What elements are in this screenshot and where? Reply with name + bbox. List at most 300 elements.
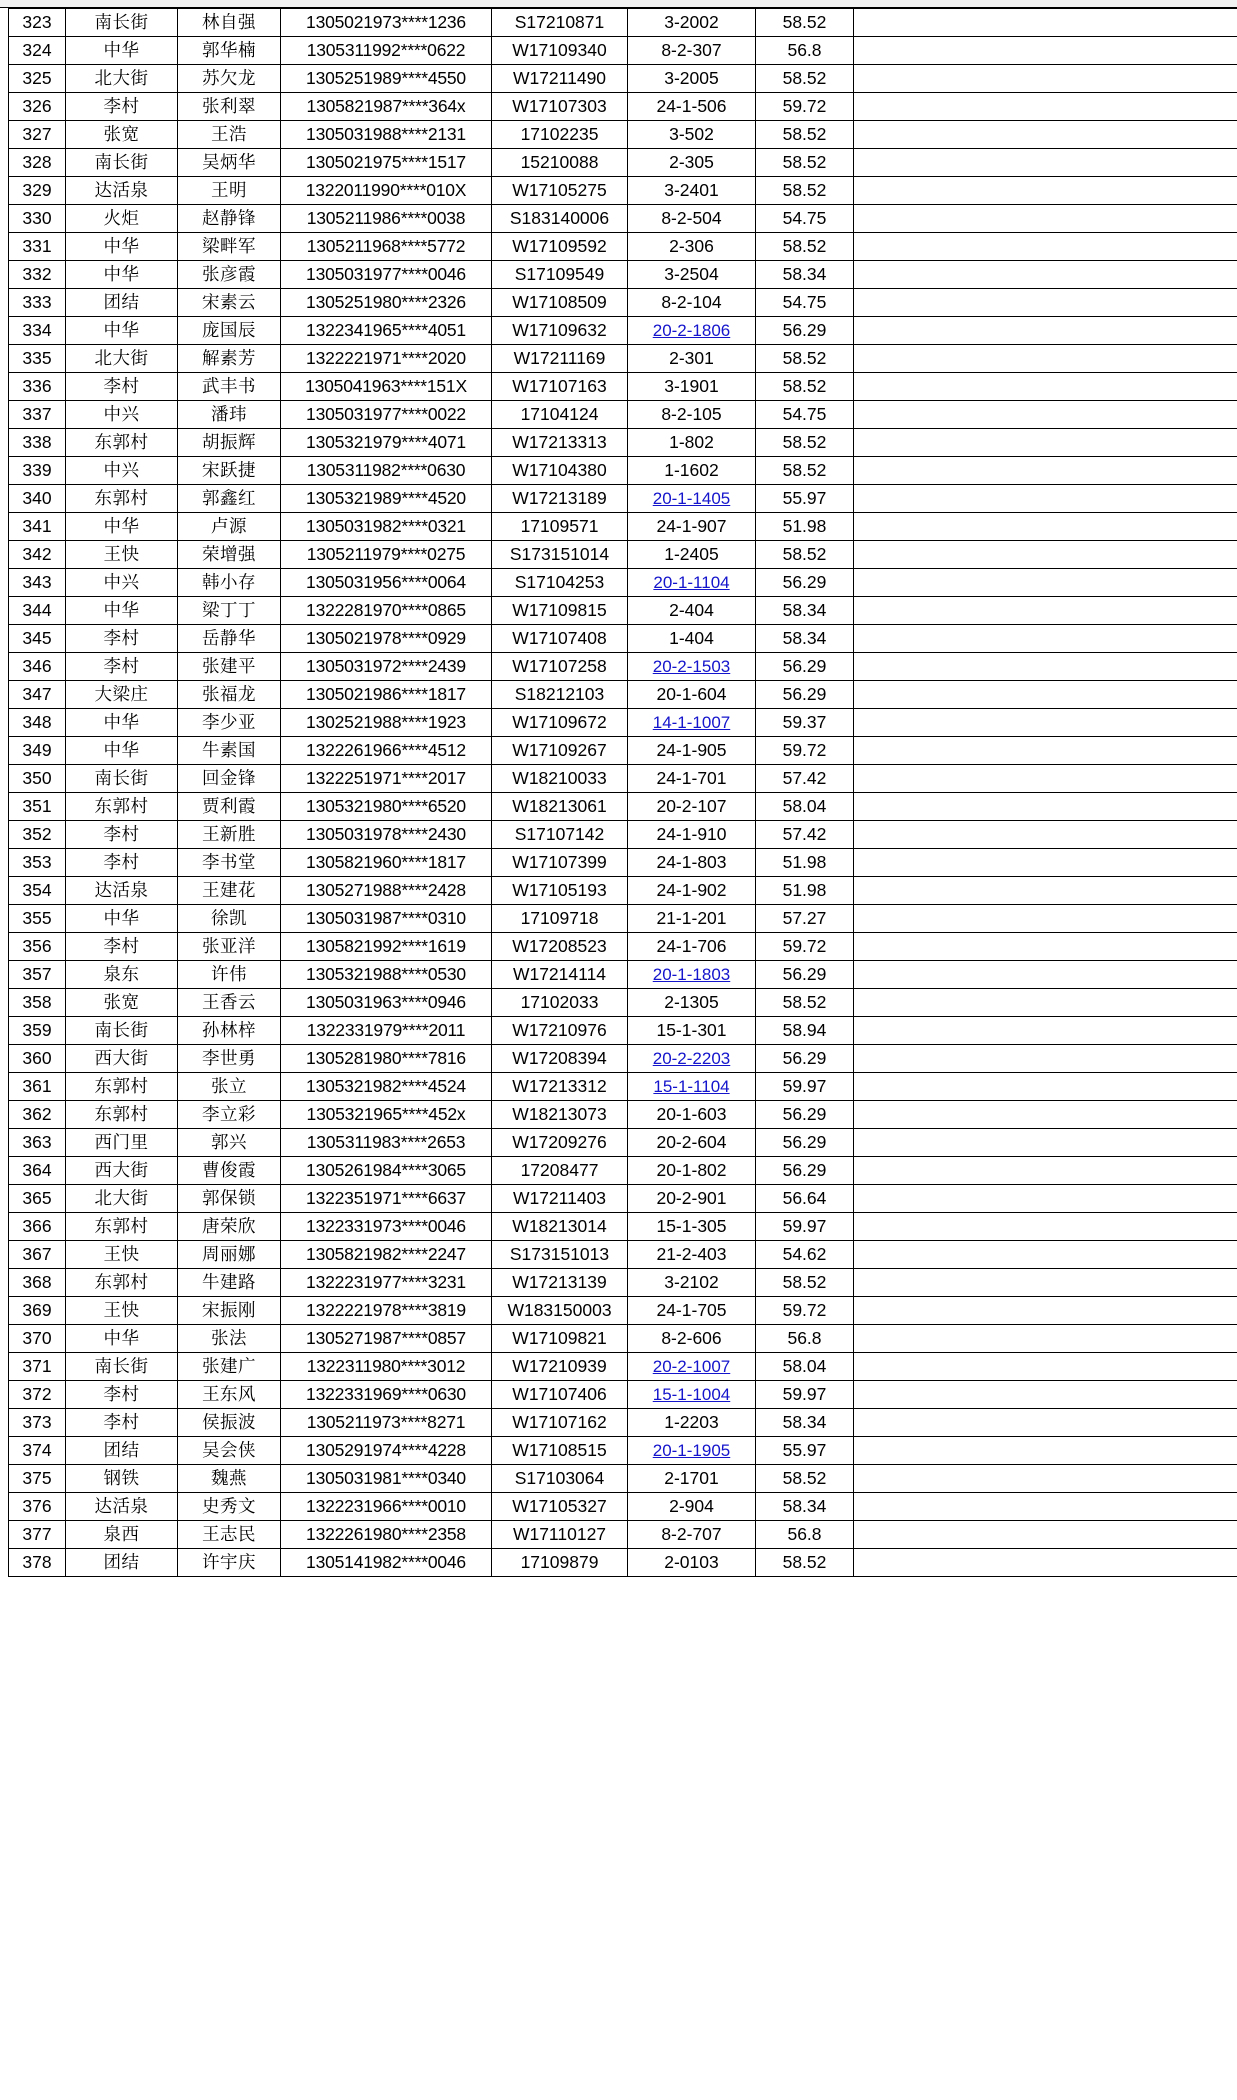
room-number-link[interactable]: 20-2-1503: [652, 657, 731, 676]
table-row: [9, 849, 1237, 877]
table-row: [9, 205, 1237, 233]
empty-trailing-cell: [854, 373, 1237, 401]
resident-name-cell: 王建花: [178, 877, 281, 905]
row-index-cell: 361: [9, 1073, 66, 1101]
room-number-cell: 24-1-706: [628, 933, 756, 961]
empty-trailing-cell: [854, 541, 1237, 569]
district-cell: 北大街: [66, 65, 178, 93]
empty-trailing-cell: [854, 9, 1237, 37]
table-row: [9, 793, 1237, 821]
room-number-cell[interactable]: [628, 1381, 756, 1409]
certificate-number-cell: W17211403: [492, 1185, 628, 1213]
row-index-cell: 346: [9, 653, 66, 681]
row-index-cell: 366: [9, 1213, 66, 1241]
resident-name-cell: 李立彩: [178, 1101, 281, 1129]
id-number-cell: 1322341965****4051: [281, 317, 492, 345]
resident-name-cell: 林自强: [178, 9, 281, 37]
area-size-cell: 56.8: [756, 1521, 854, 1549]
district-cell: 团结: [66, 1549, 178, 1577]
table-row: [9, 1437, 1237, 1465]
area-size-cell: 58.52: [756, 541, 854, 569]
row-index-cell: 371: [9, 1353, 66, 1381]
certificate-number-cell: W18213073: [492, 1101, 628, 1129]
id-number-cell: 1322221971****2020: [281, 345, 492, 373]
district-cell: 李村: [66, 93, 178, 121]
area-size-cell: 56.8: [756, 1325, 854, 1353]
row-index-cell: 355: [9, 905, 66, 933]
resident-name-cell: 王明: [178, 177, 281, 205]
resident-name-cell: 王浩: [178, 121, 281, 149]
certificate-number-cell: S17104253: [492, 569, 628, 597]
row-index-cell: 344: [9, 597, 66, 625]
table-row: [9, 457, 1237, 485]
empty-trailing-cell: [854, 597, 1237, 625]
area-size-cell: 57.42: [756, 765, 854, 793]
table-row: [9, 1325, 1237, 1353]
row-index-cell: 352: [9, 821, 66, 849]
table-row: [9, 821, 1237, 849]
row-index-cell: 358: [9, 989, 66, 1017]
resident-name-cell: 郭保锁: [178, 1185, 281, 1213]
area-size-cell: 56.29: [756, 653, 854, 681]
row-index-cell: 323: [9, 9, 66, 37]
empty-trailing-cell: [854, 1493, 1237, 1521]
id-number-cell: 1322331969****0630: [281, 1381, 492, 1409]
empty-trailing-cell: [854, 1157, 1237, 1185]
certificate-number-cell: W17109340: [492, 37, 628, 65]
room-number-cell: 3-1901: [628, 373, 756, 401]
row-index-cell: 351: [9, 793, 66, 821]
empty-trailing-cell: [854, 1465, 1237, 1493]
district-cell: 李村: [66, 933, 178, 961]
district-cell: 东郭村: [66, 793, 178, 821]
id-number-cell: 1305141982****0046: [281, 1549, 492, 1577]
room-number-cell: 2-301: [628, 345, 756, 373]
empty-trailing-cell: [854, 1241, 1237, 1269]
room-number-link[interactable]: 14-1-1007: [652, 713, 731, 732]
table-row: [9, 233, 1237, 261]
district-cell: 团结: [66, 289, 178, 317]
table-row: [9, 1073, 1237, 1101]
room-number-link[interactable]: 20-1-1905: [652, 1441, 731, 1460]
row-index-cell: 329: [9, 177, 66, 205]
row-index-cell: 325: [9, 65, 66, 93]
empty-trailing-cell: [854, 849, 1237, 877]
room-number-cell: 24-1-907: [628, 513, 756, 541]
room-number-cell: 15-1-301: [628, 1017, 756, 1045]
area-size-cell: 59.72: [756, 93, 854, 121]
area-size-cell: 54.75: [756, 289, 854, 317]
row-index-cell: 336: [9, 373, 66, 401]
district-cell: 张宽: [66, 989, 178, 1017]
empty-trailing-cell: [854, 457, 1237, 485]
room-number-cell: 24-1-803: [628, 849, 756, 877]
room-number-cell: 8-2-307: [628, 37, 756, 65]
id-number-cell: 1305031963****0946: [281, 989, 492, 1017]
table-row: [9, 1101, 1237, 1129]
room-number-cell: 20-1-604: [628, 681, 756, 709]
room-number-link[interactable]: 20-1-1803: [652, 965, 731, 984]
area-size-cell: 55.97: [756, 485, 854, 513]
room-number-cell: 8-2-606: [628, 1325, 756, 1353]
district-cell: 中华: [66, 37, 178, 65]
certificate-number-cell: W17109267: [492, 737, 628, 765]
row-index-cell: 374: [9, 1437, 66, 1465]
district-cell: 北大街: [66, 345, 178, 373]
area-size-cell: 59.97: [756, 1213, 854, 1241]
table-row: [9, 541, 1237, 569]
area-size-cell: 56.29: [756, 961, 854, 989]
certificate-number-cell: 17102033: [492, 989, 628, 1017]
certificate-number-cell: W17109592: [492, 233, 628, 261]
empty-trailing-cell: [854, 681, 1237, 709]
table-row: [9, 1185, 1237, 1213]
resident-name-cell: 郭兴: [178, 1129, 281, 1157]
table-row: [9, 9, 1237, 37]
resident-name-cell: 孙林梓: [178, 1017, 281, 1045]
room-number-link[interactable]: 20-2-2203: [652, 1049, 731, 1068]
id-number-cell: 1305031977****0022: [281, 401, 492, 429]
table-row: [9, 1269, 1237, 1297]
id-number-cell: 1305311982****0630: [281, 457, 492, 485]
row-index-cell: 334: [9, 317, 66, 345]
id-number-cell: 1322251971****2017: [281, 765, 492, 793]
room-number-cell[interactable]: [628, 961, 756, 989]
row-index-cell: 350: [9, 765, 66, 793]
table-row: [9, 1241, 1237, 1269]
certificate-number-cell: W183150003: [492, 1297, 628, 1325]
empty-trailing-cell: [854, 793, 1237, 821]
resident-name-cell: 卢源: [178, 513, 281, 541]
id-number-cell: 1322261980****2358: [281, 1521, 492, 1549]
district-cell: 西大街: [66, 1157, 178, 1185]
room-number-link[interactable]: 20-1-1104: [653, 573, 730, 592]
empty-trailing-cell: [854, 905, 1237, 933]
area-size-cell: 56.29: [756, 1157, 854, 1185]
district-cell: 中兴: [66, 569, 178, 597]
certificate-number-cell: W17107162: [492, 1409, 628, 1437]
table-row: [9, 765, 1237, 793]
id-number-cell: 1305211968****5772: [281, 233, 492, 261]
empty-trailing-cell: [854, 289, 1237, 317]
resident-name-cell: 郭鑫红: [178, 485, 281, 513]
district-cell: 中华: [66, 317, 178, 345]
certificate-number-cell: W17109672: [492, 709, 628, 737]
resident-name-cell: 王志民: [178, 1521, 281, 1549]
row-index-cell: 324: [9, 37, 66, 65]
room-number-link[interactable]: 20-2-1806: [652, 321, 731, 340]
district-cell: 东郭村: [66, 485, 178, 513]
room-number-cell: 8-2-504: [628, 205, 756, 233]
table-row: [9, 905, 1237, 933]
resident-name-cell: 苏欠龙: [178, 65, 281, 93]
area-size-cell: 58.04: [756, 1353, 854, 1381]
table-row: [9, 597, 1237, 625]
certificate-number-cell: 17104124: [492, 401, 628, 429]
resident-name-cell: 胡振辉: [178, 429, 281, 457]
id-number-cell: 1305281980****7816: [281, 1045, 492, 1073]
room-number-cell[interactable]: [628, 1437, 756, 1465]
certificate-number-cell: W17105193: [492, 877, 628, 905]
id-number-cell: 1322311980****3012: [281, 1353, 492, 1381]
area-size-cell: 56.29: [756, 569, 854, 597]
district-cell: 南长街: [66, 149, 178, 177]
resident-name-cell: 李世勇: [178, 1045, 281, 1073]
resident-name-cell: 解素芳: [178, 345, 281, 373]
district-cell: 李村: [66, 625, 178, 653]
resident-name-cell: 张建平: [178, 653, 281, 681]
district-cell: 达活泉: [66, 1493, 178, 1521]
empty-trailing-cell: [854, 317, 1237, 345]
table-row: [9, 37, 1237, 65]
room-number-cell: 24-1-905: [628, 737, 756, 765]
room-number-cell: 20-2-901: [628, 1185, 756, 1213]
resident-name-cell: 许宇庆: [178, 1549, 281, 1577]
empty-trailing-cell: [854, 261, 1237, 289]
empty-trailing-cell: [854, 653, 1237, 681]
row-index-cell: 333: [9, 289, 66, 317]
row-index-cell: 338: [9, 429, 66, 457]
empty-trailing-cell: [854, 1101, 1237, 1129]
area-size-cell: 59.97: [756, 1381, 854, 1409]
certificate-number-cell: 17109571: [492, 513, 628, 541]
certificate-number-cell: W17213313: [492, 429, 628, 457]
row-index-cell: 367: [9, 1241, 66, 1269]
resident-name-cell: 王香云: [178, 989, 281, 1017]
resident-name-cell: 史秀文: [178, 1493, 281, 1521]
certificate-number-cell: W17107399: [492, 849, 628, 877]
table-row: [9, 933, 1237, 961]
row-index-cell: 326: [9, 93, 66, 121]
area-size-cell: 58.52: [756, 9, 854, 37]
area-size-cell: 59.72: [756, 933, 854, 961]
district-cell: 李村: [66, 849, 178, 877]
room-number-cell: 21-1-201: [628, 905, 756, 933]
resident-name-cell: 魏燕: [178, 1465, 281, 1493]
id-number-cell: 1305271987****0857: [281, 1325, 492, 1353]
district-cell: 张宽: [66, 121, 178, 149]
resident-name-cell: 许伟: [178, 961, 281, 989]
id-number-cell: 1305021978****0929: [281, 625, 492, 653]
certificate-number-cell: W17108515: [492, 1437, 628, 1465]
district-cell: 李村: [66, 653, 178, 681]
resident-name-cell: 张利翠: [178, 93, 281, 121]
district-cell: 南长街: [66, 9, 178, 37]
resident-name-cell: 韩小存: [178, 569, 281, 597]
row-index-cell: 357: [9, 961, 66, 989]
room-number-cell[interactable]: [628, 1073, 756, 1101]
district-cell: 东郭村: [66, 1213, 178, 1241]
resident-name-cell: 郭华楠: [178, 37, 281, 65]
row-index-cell: 348: [9, 709, 66, 737]
room-number-cell: 24-1-902: [628, 877, 756, 905]
district-cell: 中华: [66, 737, 178, 765]
table-row: [9, 1409, 1237, 1437]
room-number-cell: 2-306: [628, 233, 756, 261]
empty-trailing-cell: [854, 485, 1237, 513]
district-cell: 钢铁: [66, 1465, 178, 1493]
area-size-cell: 58.52: [756, 1549, 854, 1577]
id-number-cell: 1305031988****2131: [281, 121, 492, 149]
row-index-cell: 377: [9, 1521, 66, 1549]
certificate-number-cell: S17210871: [492, 9, 628, 37]
resident-name-cell: 李书堂: [178, 849, 281, 877]
id-number-cell: 1305821992****1619: [281, 933, 492, 961]
room-number-cell: 3-2102: [628, 1269, 756, 1297]
district-cell: 泉东: [66, 961, 178, 989]
empty-trailing-cell: [854, 233, 1237, 261]
table-row: [9, 1017, 1237, 1045]
area-size-cell: 58.34: [756, 1493, 854, 1521]
room-number-cell[interactable]: [628, 653, 756, 681]
id-number-cell: 1305211986****0038: [281, 205, 492, 233]
district-cell: 王快: [66, 1241, 178, 1269]
room-number-cell: 3-2504: [628, 261, 756, 289]
district-cell: 东郭村: [66, 429, 178, 457]
certificate-number-cell: W18210033: [492, 765, 628, 793]
empty-trailing-cell: [854, 961, 1237, 989]
row-index-cell: 342: [9, 541, 66, 569]
resident-name-cell: 荣增强: [178, 541, 281, 569]
room-number-link[interactable]: 20-2-1007: [652, 1357, 731, 1376]
room-number-cell: 1-2203: [628, 1409, 756, 1437]
table-row: [9, 625, 1237, 653]
room-number-cell[interactable]: [628, 709, 756, 737]
table-row: [9, 485, 1237, 513]
room-number-cell: 2-404: [628, 597, 756, 625]
id-number-cell: 1305311992****0622: [281, 37, 492, 65]
certificate-number-cell: W18213061: [492, 793, 628, 821]
row-index-cell: 343: [9, 569, 66, 597]
resident-name-cell: 唐荣欣: [178, 1213, 281, 1241]
id-number-cell: 1322331979****2011: [281, 1017, 492, 1045]
certificate-number-cell: W17104380: [492, 457, 628, 485]
table-row: [9, 1129, 1237, 1157]
room-number-link[interactable]: 15-1-1104: [653, 1077, 730, 1096]
id-number-cell: 1305821987****364x: [281, 93, 492, 121]
empty-trailing-cell: [854, 1297, 1237, 1325]
certificate-number-cell: W17208394: [492, 1045, 628, 1073]
id-number-cell: 1305821982****2247: [281, 1241, 492, 1269]
area-size-cell: 58.52: [756, 233, 854, 261]
resident-name-cell: 宋振刚: [178, 1297, 281, 1325]
empty-trailing-cell: [854, 821, 1237, 849]
id-number-cell: 1302521988****1923: [281, 709, 492, 737]
district-cell: 北大街: [66, 1185, 178, 1213]
resident-name-cell: 侯振波: [178, 1409, 281, 1437]
district-cell: 李村: [66, 821, 178, 849]
room-number-cell[interactable]: [628, 569, 756, 597]
area-size-cell: 58.52: [756, 65, 854, 93]
room-number-link[interactable]: 20-1-1405: [652, 489, 731, 508]
row-index-cell: 368: [9, 1269, 66, 1297]
row-index-cell: 365: [9, 1185, 66, 1213]
room-number-cell[interactable]: [628, 485, 756, 513]
table-row: [9, 65, 1237, 93]
certificate-number-cell: W17107258: [492, 653, 628, 681]
room-number-cell: 3-2401: [628, 177, 756, 205]
row-index-cell: 360: [9, 1045, 66, 1073]
area-size-cell: 55.97: [756, 1437, 854, 1465]
id-number-cell: 1305031977****0046: [281, 261, 492, 289]
empty-trailing-cell: [854, 513, 1237, 541]
id-number-cell: 1305021986****1817: [281, 681, 492, 709]
certificate-number-cell: W17213139: [492, 1269, 628, 1297]
row-index-cell: 369: [9, 1297, 66, 1325]
room-number-cell[interactable]: [628, 317, 756, 345]
table-row: [9, 121, 1237, 149]
resident-name-cell: 张建广: [178, 1353, 281, 1381]
room-number-cell[interactable]: [628, 1353, 756, 1381]
table-row: [9, 289, 1237, 317]
table-row: [9, 681, 1237, 709]
id-number-cell: 1305031972****2439: [281, 653, 492, 681]
certificate-number-cell: W17108509: [492, 289, 628, 317]
row-index-cell: 353: [9, 849, 66, 877]
id-number-cell: 1305041963****151X: [281, 373, 492, 401]
empty-trailing-cell: [854, 205, 1237, 233]
room-number-link[interactable]: 15-1-1004: [652, 1385, 731, 1404]
empty-trailing-cell: [854, 121, 1237, 149]
resident-name-cell: 赵静锋: [178, 205, 281, 233]
row-index-cell: 359: [9, 1017, 66, 1045]
room-number-cell[interactable]: [628, 1045, 756, 1073]
district-cell: 中华: [66, 597, 178, 625]
row-index-cell: 340: [9, 485, 66, 513]
room-number-cell: 20-1-802: [628, 1157, 756, 1185]
row-index-cell: 337: [9, 401, 66, 429]
empty-trailing-cell: [854, 1129, 1237, 1157]
room-number-cell: 24-1-705: [628, 1297, 756, 1325]
empty-trailing-cell: [854, 569, 1237, 597]
certificate-number-cell: W17210976: [492, 1017, 628, 1045]
room-number-cell: 8-2-104: [628, 289, 756, 317]
table-row: [9, 1045, 1237, 1073]
id-number-cell: 1305321988****0530: [281, 961, 492, 989]
empty-trailing-cell: [854, 1269, 1237, 1297]
room-number-cell: 1-802: [628, 429, 756, 457]
area-size-cell: 58.34: [756, 625, 854, 653]
certificate-number-cell: W17213312: [492, 1073, 628, 1101]
district-cell: 南长街: [66, 1017, 178, 1045]
table-row: [9, 1465, 1237, 1493]
certificate-number-cell: S17109549: [492, 261, 628, 289]
district-cell: 东郭村: [66, 1269, 178, 1297]
certificate-number-cell: W17109821: [492, 1325, 628, 1353]
empty-trailing-cell: [854, 1353, 1237, 1381]
room-number-cell: 20-1-603: [628, 1101, 756, 1129]
area-size-cell: 58.52: [756, 121, 854, 149]
id-number-cell: 1322231966****0010: [281, 1493, 492, 1521]
row-index-cell: 339: [9, 457, 66, 485]
row-index-cell: 372: [9, 1381, 66, 1409]
table-row: [9, 961, 1237, 989]
certificate-number-cell: W17211490: [492, 65, 628, 93]
resident-name-cell: 回金锋: [178, 765, 281, 793]
district-cell: 团结: [66, 1437, 178, 1465]
area-size-cell: 56.64: [756, 1185, 854, 1213]
district-cell: 中兴: [66, 401, 178, 429]
row-index-cell: 376: [9, 1493, 66, 1521]
table-row: [9, 1381, 1237, 1409]
district-cell: 中华: [66, 905, 178, 933]
room-number-cell: 20-2-107: [628, 793, 756, 821]
resident-name-cell: 贾利霞: [178, 793, 281, 821]
area-size-cell: 51.98: [756, 877, 854, 905]
area-size-cell: 51.98: [756, 513, 854, 541]
id-number-cell: 1322351971****6637: [281, 1185, 492, 1213]
certificate-number-cell: W18213014: [492, 1213, 628, 1241]
